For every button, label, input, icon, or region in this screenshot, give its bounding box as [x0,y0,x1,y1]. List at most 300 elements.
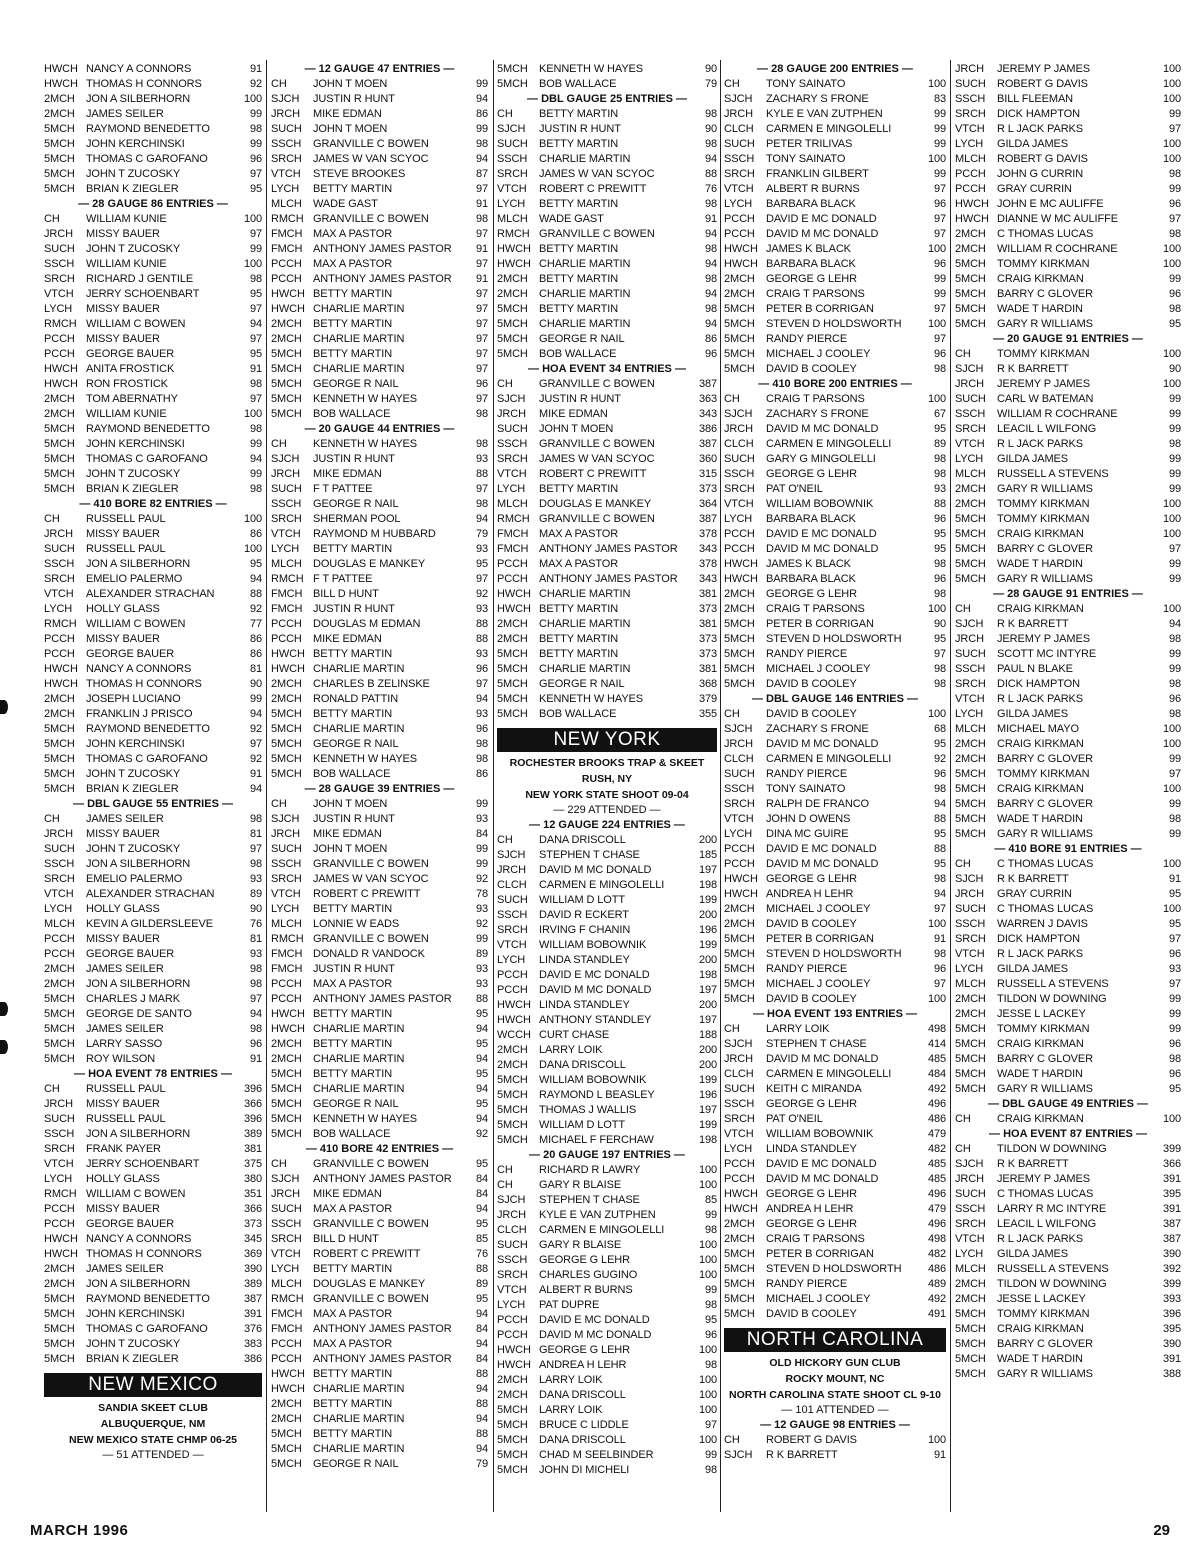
result-row [44,1022,262,1037]
score: 196 [698,1089,717,1101]
shooter-name: CARMEN E MINGOLELLI [539,879,665,891]
class-code: SUCH [44,1113,75,1125]
score: 81 [249,933,262,945]
score: 95 [933,528,946,540]
class-code: JRCH [44,528,73,540]
score: 93 [475,543,488,555]
result-row [44,827,262,842]
result-row [724,347,946,362]
class-code: SSCH [955,663,986,675]
class-code: 2MCH [44,693,75,705]
shooter-name: WILLIAM KUNIE [86,258,167,270]
event-header: — DBL GAUGE 55 ENTRIES — [73,798,233,810]
shooter-name: KENNETH W HAYES [313,438,418,450]
result-row [724,467,946,482]
score: 99 [1168,663,1181,675]
class-code: VTCH [271,528,301,540]
class-code: MLCH [271,1278,302,1290]
shooter-name: JUSTIN R HUNT [313,453,395,465]
result-row [497,1463,717,1478]
result-row [271,1127,488,1142]
score: 92 [475,918,488,930]
result-row [271,317,488,332]
score: 100 [698,1389,717,1401]
score: 94 [475,1443,488,1455]
score: 97 [1168,543,1181,555]
class-code: 2MCH [497,1389,528,1401]
class-code: 2MCH [955,498,986,510]
result-row [271,167,488,182]
result-row [44,482,262,497]
score: 93 [475,453,488,465]
result-row [955,557,1181,572]
shooter-name: JUSTIN R HUNT [539,393,621,405]
shooter-name: TOMMY KIRKMAN [997,768,1090,780]
score: 97 [475,393,488,405]
event-header: — HOA EVENT 34 ENTRIES — [528,363,686,375]
result-row [497,632,717,647]
result-row [955,782,1181,797]
shooter-name: ANDREA H LEHR [766,1203,854,1215]
score: 99 [249,438,262,450]
class-code: HWCH [497,258,531,270]
class-code: 2MCH [724,273,755,285]
shooter-name: KYLE E VAN ZUTPHEN [766,108,883,120]
class-code: SUCH [44,843,75,855]
shooter-name: R K BARRETT [997,1158,1069,1170]
class-code: SRCH [955,1218,986,1230]
class-code: LYCH [44,903,73,915]
class-code: JRCH [271,1188,300,1200]
class-code: 2MCH [271,1398,302,1410]
class-code: 5MCH [271,348,302,360]
class-code: JRCH [955,633,984,645]
score: 94 [704,288,717,300]
result-row [955,1082,1181,1097]
result-row [955,1007,1181,1022]
score: 496 [927,1188,946,1200]
class-code: SRCH [497,453,528,465]
shooter-name: BETTY MARTIN [539,138,619,150]
score: 399 [1162,1278,1181,1290]
score: 100 [1162,63,1181,75]
class-code: 5MCH [497,663,528,675]
score: 91 [475,243,488,255]
results-column-4 [724,62,946,1463]
result-row [44,302,262,317]
shooter-name: GEORGE G LEHR [766,588,857,600]
event-header: — DBL GAUGE 146 ENTRIES — [751,693,919,705]
shooter-name: JAMES K BLACK [766,243,851,255]
shooter-name: BARRY C GLOVER [997,798,1094,810]
score: 98 [933,663,946,675]
score: 345 [243,1233,262,1245]
shooter-name: WILLIAM BOBOWNIK [766,498,874,510]
score: 96 [704,1329,717,1341]
class-code: HWCH [271,288,305,300]
result-row [955,572,1181,587]
score: 98 [1168,708,1181,720]
result-row [955,377,1181,392]
class-code: PCCH [44,333,75,345]
score: 100 [927,1434,946,1446]
result-row [44,392,262,407]
class-code: CH [955,1113,971,1125]
result-row [497,527,717,542]
result-row [724,482,946,497]
result-row [497,1283,717,1298]
class-code: 5MCH [955,1038,986,1050]
result-row [955,437,1181,452]
score: 98 [1168,678,1181,690]
result-row [497,1418,717,1433]
class-code: 2MCH [497,273,528,285]
class-code: 5MCH [497,1464,528,1476]
shooter-name: WADE GAST [313,198,378,210]
result-row [497,107,717,122]
shooter-name: KEITH C MIRANDA [766,1083,862,1095]
shooter-name: WILLIAM KUNIE [86,213,167,225]
class-code: PCCH [44,648,75,660]
class-code: PCCH [271,1338,302,1350]
event-header: — 12 GAUGE 47 ENTRIES — [304,63,455,75]
score: 343 [698,408,717,420]
score: 99 [1168,648,1181,660]
score: 94 [704,153,717,165]
result-row [724,107,946,122]
result-row [497,287,717,302]
shooter-name: JERRY SCHOENBART [86,288,200,300]
result-row [724,122,946,137]
result-row [271,407,488,422]
result-row [271,542,488,557]
shoot-info: NEW YORK STATE SHOOT 09-04 [525,789,689,801]
shooter-name: JOSEPH LUCIANO [86,693,181,705]
result-row [724,362,946,377]
result-row [497,617,717,632]
result-row [271,362,488,377]
class-code: PCCH [271,1353,302,1365]
result-row [271,737,488,752]
result-row [724,1022,946,1037]
result-row [271,107,488,122]
class-code: HWCH [44,363,78,375]
event-header: — 20 GAUGE 44 ENTRIES — [304,423,455,435]
shooter-name: JOHN T ZUCOSKY [86,768,181,780]
score: 364 [698,498,717,510]
result-row [271,707,488,722]
result-row [271,1022,488,1037]
class-code: SSCH [724,153,755,165]
class-code: SRCH [271,1233,302,1245]
result-row [724,1187,946,1202]
score: 91 [704,213,717,225]
score: 197 [698,1014,717,1026]
class-code: 5MCH [271,708,302,720]
result-row [44,1247,262,1262]
class-code: PCCH [44,933,75,945]
shooter-name: PETER TRILIVAS [766,138,853,150]
shooter-name: TOMMY KIRKMAN [997,1308,1090,1320]
shooter-name: ANITA FROSTICK [86,363,175,375]
score: 373 [698,483,717,495]
class-code: SRCH [724,1113,755,1125]
score: 87 [475,168,488,180]
result-row [44,632,262,647]
score: 88 [704,168,717,180]
score: 95 [475,1293,488,1305]
class-code: MLCH [955,1263,986,1275]
class-code: 5MCH [44,423,75,435]
result-row [724,812,946,827]
result-row [44,872,262,887]
score: 95 [933,633,946,645]
result-row [271,902,488,917]
class-code: FMCH [271,588,303,600]
score: 98 [933,588,946,600]
score: 389 [243,1128,262,1140]
score: 81 [249,828,262,840]
class-code: 5MCH [955,783,986,795]
shooter-name: BETTY MARTIN [539,603,619,615]
shooter-name: DANA DRISCOLL [539,1059,626,1071]
score: 98 [249,483,262,495]
shooter-name: BOB WALLACE [539,348,617,360]
score: 96 [249,1038,262,1050]
result-row [497,167,717,182]
score: 85 [475,1233,488,1245]
result-row [724,1067,946,1082]
shooter-name: RICHARD R LAWRY [539,1164,641,1176]
score: 343 [698,543,717,555]
class-code: 5MCH [724,993,755,1005]
result-row [724,437,946,452]
score: 98 [1168,633,1181,645]
result-row [955,1022,1181,1037]
class-code: 5MCH [271,378,302,390]
class-code: VTCH [497,939,527,951]
shooter-name: F T PATTEE [313,483,373,495]
score: 414 [927,1038,946,1050]
score: 99 [933,123,946,135]
class-code: VTCH [497,183,527,195]
score: 98 [1168,168,1181,180]
shooter-name: C THOMAS LUCAS [997,858,1094,870]
attendance: — 101 ATTENDED — [781,1404,889,1416]
class-code: 2MCH [497,633,528,645]
class-code: LYCH [497,954,526,966]
shooter-name: GEORGE R NAIL [313,378,399,390]
score: 100 [927,603,946,615]
class-code: JRCH [271,108,300,120]
result-row [44,122,262,137]
shooter-name: WADE T HARDIN [997,303,1083,315]
class-code: SUCH [724,138,755,150]
score: 89 [475,1278,488,1290]
state-banner: NEW YORK [497,728,717,752]
score: 99 [1168,483,1181,495]
shooter-name: JON A SILBERHORN [86,978,191,990]
result-row [44,962,262,977]
class-code: CH [724,78,740,90]
score: 380 [243,1173,262,1185]
score: 343 [698,573,717,585]
result-row [724,1127,946,1142]
class-code: LYCH [44,603,73,615]
shooter-name: ANTHONY JAMES PASTOR [313,273,452,285]
result-row [724,77,946,92]
shooter-name: GEORGE G LEHR [766,1098,857,1110]
result-row [271,1007,488,1022]
class-code: PCCH [497,1329,528,1341]
class-code: PCCH [724,543,755,555]
shooter-name: JUSTIN R HUNT [313,93,395,105]
shooter-name: DANA DRISCOLL [539,1434,626,1446]
score: 100 [1162,903,1181,915]
class-code: 5MCH [955,768,986,780]
shooter-name: BOB WALLACE [539,708,617,720]
result-row [724,392,946,407]
shooter-name: ZACHARY S FRONE [766,408,869,420]
shooter-name: JEREMY P JAMES [997,378,1090,390]
class-code: HWCH [44,678,78,690]
shooter-name: LARRY LOIK [539,1404,603,1416]
score: 96 [475,723,488,735]
class-code: 5MCH [271,1113,302,1125]
result-row [724,677,946,692]
shooter-name: GRANVILLE C BOWEN [539,378,655,390]
score: 90 [704,123,717,135]
class-code: CH [724,393,740,405]
result-row [724,872,946,887]
class-code: SUCH [724,453,755,465]
result-row [724,407,946,422]
class-code: VTCH [955,1233,985,1245]
result-row [497,302,717,317]
class-code: 5MCH [724,1293,755,1305]
result-row [271,947,488,962]
result-row [44,707,262,722]
result-row [724,1292,946,1307]
result-row [724,1172,946,1187]
score: 92 [249,603,262,615]
score: 393 [1162,1293,1181,1305]
shooter-name: CARMEN E MINGOLELLI [766,123,892,135]
score: 94 [475,1338,488,1350]
shooter-name: ANDREA H LEHR [539,1359,627,1371]
score: 100 [243,93,262,105]
result-row [271,1112,488,1127]
shooter-name: JAMES W VAN SCYOC [313,153,429,165]
score: 98 [475,213,488,225]
class-code: SUCH [271,1203,302,1215]
class-code: MLCH [955,468,986,480]
result-row [955,1037,1181,1052]
result-row [44,242,262,257]
class-code: SUCH [955,648,986,660]
score: 100 [1162,738,1181,750]
score: 496 [927,1218,946,1230]
class-code: JRCH [955,1173,984,1185]
shooter-name: MICHAEL F FERCHAW [539,1134,654,1146]
result-row [955,1367,1181,1382]
result-row [497,1238,717,1253]
score: 99 [704,1449,717,1461]
score: 88 [475,618,488,630]
shooter-name: JEREMY P JAMES [997,63,1090,75]
result-row [44,377,262,392]
shooter-name: JAMES SEILER [86,108,164,120]
shoot-info: ROCKY MOUNT, NC [785,1373,885,1385]
shooter-name: WILLIAM D LOTT [539,1119,625,1131]
shooter-name: RAYMOND M HUBBARD [313,528,436,540]
score: 386 [243,1353,262,1365]
shooter-name: TOMMY KIRKMAN [997,258,1090,270]
shooter-name: STEPHEN T CHASE [766,1038,867,1050]
score: 95 [249,348,262,360]
result-row [724,512,946,527]
result-row [271,1262,488,1277]
result-row [724,992,946,1007]
result-row [724,302,946,317]
class-code: PCCH [271,273,302,285]
score: 88 [933,498,946,510]
result-row [44,887,262,902]
result-row [271,287,488,302]
shooter-name: C THOMAS LUCAS [997,1188,1094,1200]
class-code: 2MCH [271,1053,302,1065]
shooter-name: LEACIL L WILFONG [997,423,1097,435]
class-code: 2MCH [44,963,75,975]
score: 94 [249,318,262,330]
result-row [44,1187,262,1202]
score: 200 [698,954,717,966]
class-code: 5MCH [497,708,528,720]
class-code: 2MCH [44,393,75,405]
shooter-name: MISSY BAUER [86,303,160,315]
result-row [724,1217,946,1232]
result-row [955,1292,1181,1307]
shooter-name: GEORGE G LEHR [766,1218,857,1230]
class-code: 5MCH [724,1263,755,1275]
result-row [955,707,1181,722]
result-row [497,242,717,257]
score: 100 [698,1434,717,1446]
shooter-name: PETER B CORRIGAN [766,618,874,630]
score: 98 [475,753,488,765]
class-code: MLCH [955,723,986,735]
shooter-name: CRAIG T PARSONS [766,603,865,615]
result-row [44,137,262,152]
score: 98 [1168,438,1181,450]
class-code: 5MCH [955,258,986,270]
shooter-name: BETTY MARTIN [313,543,393,555]
class-code: SSCH [271,1218,302,1230]
shooter-name: GRANVILLE C BOWEN [313,1218,429,1230]
shooter-name: BETTY MARTIN [539,108,619,120]
result-row [44,1127,262,1142]
result-row [271,872,488,887]
score: 100 [927,993,946,1005]
result-row [271,1247,488,1262]
shooter-name: BETTY MARTIN [313,183,393,195]
class-code: SUCH [44,243,75,255]
class-code: CH [955,1143,971,1155]
score: 91 [475,198,488,210]
shooter-name: CHARLIE MARTIN [313,1053,405,1065]
score: 485 [927,1173,946,1185]
result-row [44,452,262,467]
